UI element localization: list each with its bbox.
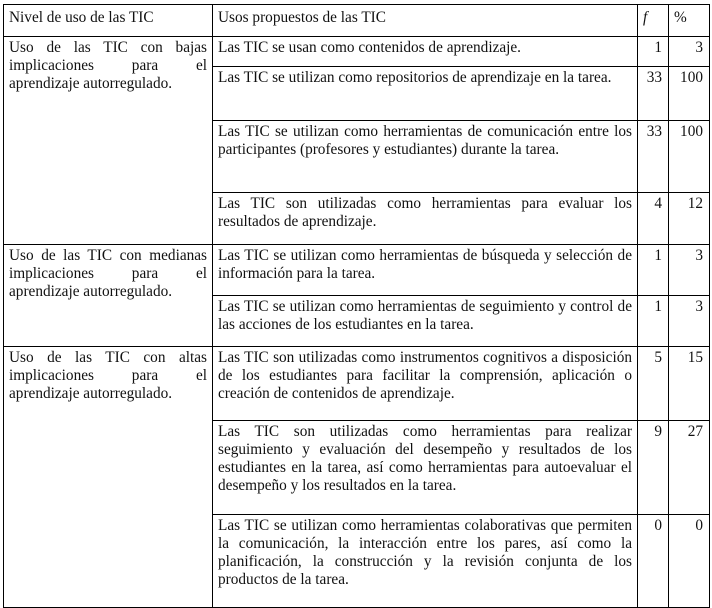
frequency-cell: 33 (638, 67, 669, 121)
tic-usage-table (3, 4, 710, 608)
use-cell: Las TIC se usan como contenidos de aprendizaje. (213, 37, 638, 67)
header-level: Nivel de uso de las TIC (4, 5, 213, 37)
level-cell-low: Uso de las TIC con bajas implicaciones para el aprendizaje autorregulado. (4, 37, 213, 245)
percent-cell: 0 (669, 515, 710, 608)
frequency-cell: 0 (638, 515, 669, 608)
percent-cell: 100 (669, 121, 710, 193)
percent-cell: 3 (669, 37, 710, 67)
frequency-cell: 5 (638, 347, 669, 421)
table-row (4, 37, 710, 67)
frequency-cell: 9 (638, 421, 669, 515)
table-row (4, 347, 710, 421)
use-cell: Las TIC se utilizan como herramientas de comunicación entre los participantes (profesores y estudiantes) durante la tarea. (213, 121, 638, 193)
frequency-cell: 1 (638, 296, 669, 347)
percent-cell: 3 (669, 245, 710, 296)
use-cell: Las TIC son utilizadas como herramientas para realizar seguimiento y evaluación del desempeño y resultados de los estudiantes en la tarea, así como herramientas para autoevaluar el desempeño y los resultados en la tarea. (213, 421, 638, 515)
header-row (4, 5, 710, 37)
percent-cell: 12 (669, 193, 710, 245)
level-cell-medium: Uso de las TIC con medianas implicaciones para el aprendizaje autorregulado. (4, 245, 213, 347)
header-percent: % (669, 5, 710, 37)
frequency-cell: 1 (638, 37, 669, 67)
frequency-cell: 1 (638, 245, 669, 296)
header-frequency: f (638, 5, 669, 37)
use-cell: Las TIC se utilizan como herramientas de búsqueda y selección de información para la tarea. (213, 245, 638, 296)
percent-cell: 100 (669, 67, 710, 121)
use-cell: Las TIC se utilizan como herramientas de seguimiento y control de las acciones de los estudiantes en la tarea. (213, 296, 638, 347)
level-cell-high: Uso de las TIC con altas implicaciones para el aprendizaje autorregulado. (4, 347, 213, 608)
table-row (4, 245, 710, 296)
use-cell: Las TIC se utilizan como repositorios de aprendizaje en la tarea. (213, 67, 638, 121)
frequency-cell: 4 (638, 193, 669, 245)
percent-cell: 15 (669, 347, 710, 421)
percent-cell: 27 (669, 421, 710, 515)
use-cell: Las TIC son utilizadas como instrumentos cognitivos a disposición de los estudiantes para facilitar la comprensión, aplicación o creación de contenidos de aprendizaje. (213, 347, 638, 421)
percent-cell: 3 (669, 296, 710, 347)
header-uses: Usos propuestos de las TIC (213, 5, 638, 37)
use-cell: Las TIC son utilizadas como herramientas para evaluar los resultados de aprendizaje. (213, 193, 638, 245)
frequency-cell: 33 (638, 121, 669, 193)
use-cell: Las TIC se utilizan como herramientas colaborativas que permiten la comunicación, la interacción entre los pares, así como la planificación, la construcción y la revisión conjunta de los productos de la tarea. (213, 515, 638, 608)
